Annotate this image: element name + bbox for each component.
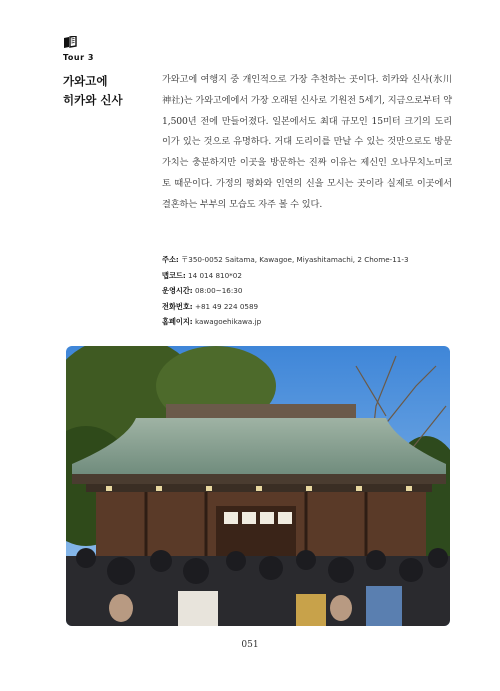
page-title [63,72,153,110]
info-hours [162,283,452,299]
info-value: 〒350-0052 Saitama, Kawagoe, Miyashitamachi, 2 Chome-11-3 [181,255,409,264]
info-block [162,252,452,330]
book-icon [63,36,77,49]
info-label: 맵코드: [162,270,186,280]
info-label: 운영시간: [162,286,193,296]
tour-label: Tour 3 [63,53,94,62]
body-paragraph: 가와고에 여행지 중 개인적으로 가장 추천하는 곳이다. 히카와 신사(氷川神社)는 가와고에에서 가장 오래된 신사로 기원전 5세기, 지금으로부터 약 1,500년 전에 만들어졌다. 일본에서도 최대 규모인 15미터 크기의 도리이가 있는 것으로 유명하다. 거대 도리이를 만날 수 있는 것만으로도 방문 가치는 충분하지만 이곳을 방문하는 진짜 이유는 제신인 오나무치노미코토 때문이다. 가정의 평화와 인연의 신을 모시는 곳이라 실제로 이곳에서 결혼하는 부부의 모습도 자주 볼 수 있다. [162,74,452,210]
info-phone [162,299,452,315]
shrine-photo [66,346,450,626]
info-label: 전화번호: [162,301,193,311]
info-value: 14 014 810*02 [188,270,242,280]
info-value: +81 49 224 0589 [194,301,259,311]
info-mapcode [162,268,452,284]
info-value: 08:00~16:30 [194,286,243,296]
info-homepage [162,314,452,330]
info-value: kawagoehikawa.jp [194,317,262,327]
page-number: 051 [241,640,259,650]
info-label: 홈페이지: [162,317,193,327]
info-label: 주소: [162,255,179,264]
info-address [162,252,452,268]
title-line-1: 가와고에 [63,74,108,88]
title-line-2: 히카와 신사 [63,93,123,107]
